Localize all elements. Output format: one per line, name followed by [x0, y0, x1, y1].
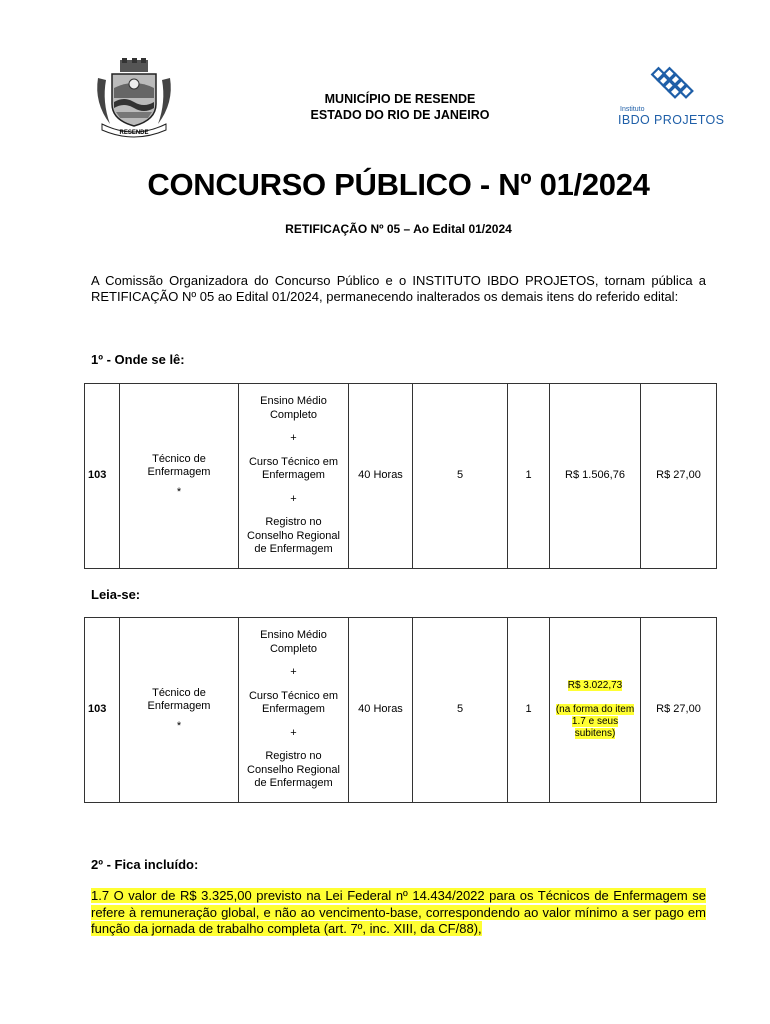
- original-vacancy-table: [84, 383, 717, 569]
- requirement-2: Curso Técnico em Enfermagem: [248, 689, 339, 716]
- table-row: [85, 384, 717, 569]
- heading-fica-incluido: 2º - Fica incluído:: [91, 857, 199, 872]
- requirement-3: Registro no Conselho Regional de Enfermagem: [247, 750, 340, 790]
- salary: R$ 1.506,76: [550, 384, 641, 569]
- included-item-paragraph: [91, 888, 706, 938]
- plus-sign: +: [290, 666, 297, 679]
- vacancies: 5: [413, 384, 508, 569]
- reserved-vacancies: 1: [508, 384, 550, 569]
- plus-sign: +: [290, 432, 297, 445]
- municipal-crest-logo: [92, 58, 176, 138]
- job-title: Técnico de Enfermagem: [147, 686, 211, 713]
- plus-sign: +: [290, 726, 297, 739]
- ibdo-projetos-logo: [614, 64, 730, 128]
- salary-cell: [550, 618, 641, 803]
- registration-fee: R$ 27,00: [641, 618, 717, 803]
- ibdo-logo-name: IBDO PROJETOS: [618, 113, 725, 127]
- job-title-cell: [120, 618, 239, 803]
- heading-onde-se-le: 1º - Onde se lê:: [91, 352, 185, 367]
- requirements-cell: [239, 618, 349, 803]
- job-asterisk: *: [176, 485, 182, 498]
- requirements-cell: [239, 384, 349, 569]
- document-subtitle: RETIFICAÇÃO Nº 05 – Ao Edital 01/2024: [285, 222, 512, 236]
- intro-paragraph: A Comissão Organizadora do Concurso Público e o INSTITUTO IBDO PROJETOS, tornam pública a RETIFICAÇÃO Nº 05 ao Edital 01/2024, permanecendo inalterados os demais itens do referido edital:: [91, 273, 706, 304]
- job-code: 103: [85, 618, 120, 803]
- requirement-2: Curso Técnico em Enfermagem: [248, 455, 339, 482]
- job-title: Técnico de Enfermagem: [147, 452, 211, 479]
- salary-highlighted: R$ 3.022,73: [567, 680, 623, 691]
- municipio-name: MUNICÍPIO DE RESENDE: [324, 92, 476, 106]
- requirement-1: Ensino Médio Completo: [260, 629, 327, 655]
- estado-name: ESTADO DO RIO DE JANEIRO: [310, 108, 490, 122]
- table-row: [85, 618, 717, 803]
- vacancies: 5: [413, 618, 508, 803]
- included-text-highlighted: 1.7 O valor de R$ 3.325,00 previsto na Lei Federal nº 14.434/2022 para os Técnicos de Enfermagem se refere à remuneração global, e não ao vencimento-base, correspondendo ao valor mínimo a ser pago em função da jornada de trabalho completa (art. 7º, inc. XIII, da CF/88),: [91, 888, 706, 936]
- job-code: 103: [85, 384, 120, 569]
- heading-leia-se: Leia-se:: [91, 587, 141, 602]
- reserved-vacancies: 1: [508, 618, 550, 803]
- job-title-cell: [120, 384, 239, 569]
- workload: 40 Horas: [349, 618, 413, 803]
- ibdo-logo-small-text: Instituto: [620, 106, 645, 113]
- crest-ribbon-text: RESENDE: [119, 130, 149, 136]
- salary-note-highlighted: (na forma do item 1.7 e seus subitens): [555, 704, 635, 739]
- corrected-vacancy-table: [84, 617, 717, 803]
- job-asterisk: *: [176, 719, 182, 732]
- workload: 40 Horas: [349, 384, 413, 569]
- registration-fee: R$ 27,00: [641, 384, 717, 569]
- requirement-1: Ensino Médio Completo: [260, 395, 327, 421]
- issuer-header: [250, 91, 550, 123]
- plus-sign: +: [290, 492, 297, 505]
- document-title: CONCURSO PÚBLICO - Nº 01/2024: [147, 167, 650, 202]
- requirement-3: Registro no Conselho Regional de Enfermagem: [247, 516, 340, 556]
